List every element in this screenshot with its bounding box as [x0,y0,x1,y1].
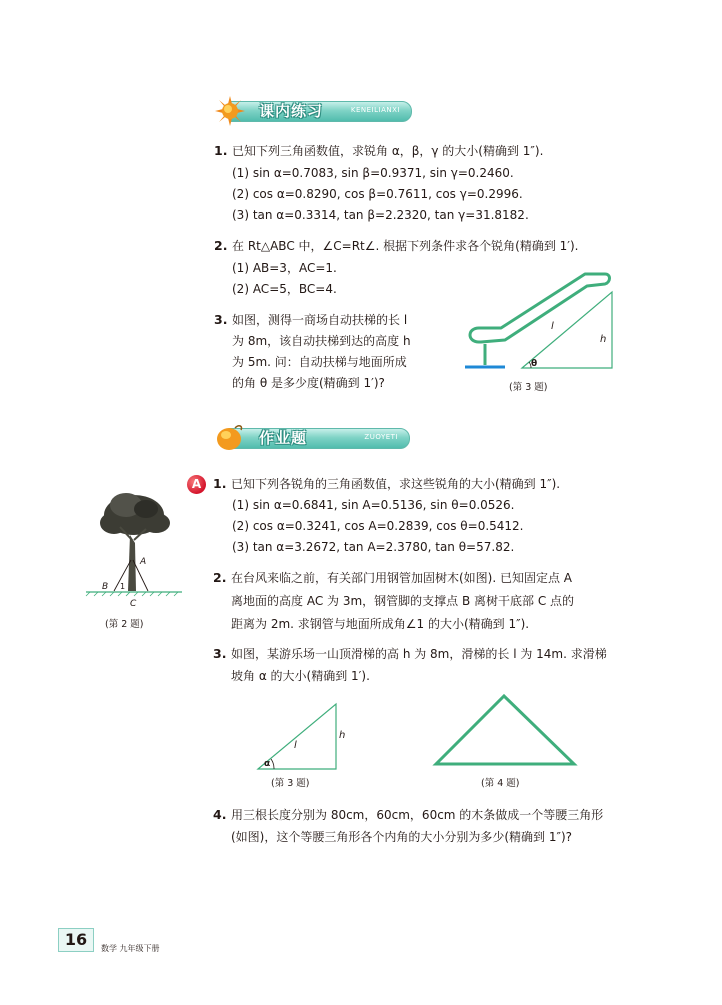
escalator-triangle [522,292,612,368]
section-banner-exercise [215,99,412,123]
question-stem: 已知下列三角函数值，求锐角 α，β，γ 的大小(精确到 1″). [232,144,544,158]
section-title: 课内练习 [259,102,324,120]
question-number: 2. [214,238,228,253]
question-number: 4. [213,807,227,822]
question-stem: 已知下列各锐角的三角函数值，求这些锐角的大小(精确到 1″). [231,477,561,491]
tree-figure [84,485,184,615]
question-number: 3. [214,312,228,327]
figure-caption: (第 2 题) [105,619,144,630]
question-line: 距离为 2m. 求钢管与地面所成角∠1 的大小(精确到 1″). [231,617,530,631]
label-C: C [130,599,137,609]
question-number: 3. [213,646,227,661]
question-line: (如图)，这个等腰三角形各个内角的大小分别为多少(精确到 1″)? [231,830,573,844]
book-title: 数学 九年级下册 [101,944,160,953]
question-item: (3) tan α=3.2672, tan A=2.3780, tan θ=57.82. [232,540,515,554]
label-h: h [339,730,346,741]
figure-caption: (第 3 题) [271,778,310,789]
question-line: 的角 θ 是多少度(精确到 1′)? [232,376,385,390]
question-item: (3) tan α=0.3314, tan β=2.2320, tan γ=31.8182. [232,208,529,222]
question-number: 2. [213,570,227,585]
slide-triangle-figure [250,698,360,773]
label-B: B [102,582,109,592]
question-item: (1) sin α=0.6841, sin A=0.5136, sin θ=0.0526. [232,498,515,512]
question-line: 用三根长度分别为 80cm，60cm，60cm 的木条做成一个等腰三角形 [231,808,604,822]
question-item: (2) AC=5，BC=4. [232,282,337,296]
question-line: 如图，某游乐场一山顶滑梯的高 h 为 8m，滑梯的长 l 为 14m. 求滑梯 [231,647,607,661]
label-A: A [140,557,147,567]
label-1: 1 [120,582,126,591]
sun-icon [215,96,245,126]
label-l: l [294,740,297,751]
question-line: 坡角 α 的大小(精确到 1′). [231,669,370,683]
orange-bulb-icon [215,424,245,452]
section-subtitle: KENEILIANXI [350,106,400,114]
question-stem: 在 Rt△ABC 中，∠C=Rt∠. 根据下列条件求各个锐角(精确到 1′). [232,239,579,253]
question-line: 为 8m，该自动扶梯到达的高度 h [232,334,411,348]
question-item: (2) cos α=0.3241, cos A=0.2839, cos θ=0.5412. [232,519,524,533]
label-l: l [551,321,554,332]
figure-caption: (第 4 题) [481,778,520,789]
question-number: 1. [213,476,227,491]
isosceles-triangle-figure [432,690,582,770]
escalator-handrail [470,274,610,342]
question-item: (1) AB=3，AC=1. [232,261,337,275]
tree-canopy [100,493,170,535]
question-line: 如图，测得一商场自动扶梯的长 l [232,313,408,327]
question-line: 为 5m. 问：自动扶梯与地面所成 [232,355,407,369]
question-number: 1. [214,143,228,158]
question-item: (2) cos α=0.8290, cos β=0.7611, cos γ=0.2996. [232,187,523,201]
section-subtitle: ZUOYETI [364,433,398,441]
group-a-badge: A [187,475,206,494]
label-theta: θ [531,359,538,369]
figure-caption: (第 3 题) [509,382,548,393]
section-banner-homework [215,426,410,450]
escalator-figure [465,270,625,375]
page-number: 16 [58,928,94,952]
question-item: (1) sin α=0.7083, sin β=0.9371, sin γ=0.2460. [232,166,514,180]
label-h: h [600,334,607,345]
section-title: 作业题 [259,429,308,447]
isosceles-triangle [436,696,574,764]
question-line: 在台风来临之前，有关部门用钢管加固树木(如图). 已知固定点 A [231,571,573,585]
angle-arc [271,759,274,769]
label-alpha: α [264,759,271,769]
question-line: 离地面的高度 AC 为 3m，钢管脚的支撑点 B 离树干底部 C 点的 [231,594,575,608]
